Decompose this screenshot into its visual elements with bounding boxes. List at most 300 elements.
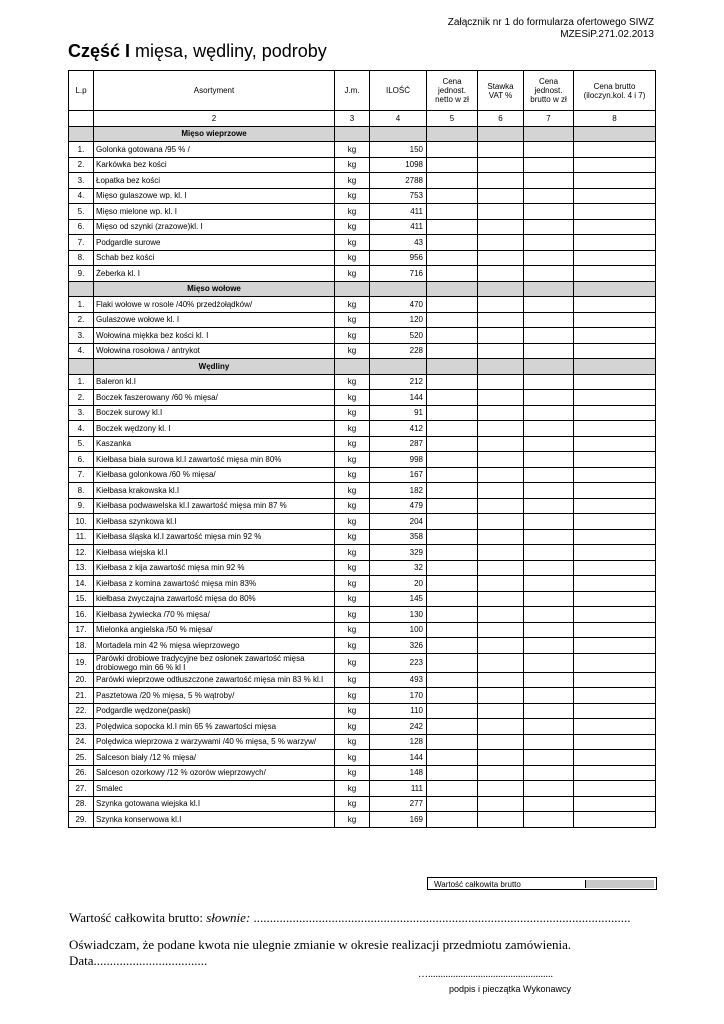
- row-vat-rate: [478, 653, 524, 672]
- row-lp: 8.: [69, 250, 94, 266]
- table-row: [69, 812, 656, 828]
- row-quantity: 2788: [370, 173, 427, 189]
- table-row: [69, 297, 656, 313]
- table-row: [69, 529, 656, 545]
- col-header-brutto: Cena jednost. brutto w zł: [524, 71, 574, 111]
- row-quantity: 998: [370, 452, 427, 468]
- row-vat-rate: [478, 750, 524, 766]
- row-lp: 8.: [69, 483, 94, 499]
- row-quantity: 223: [370, 653, 427, 672]
- row-unit: kg: [335, 653, 370, 672]
- row-asortyment: Podgardle surowe: [94, 235, 335, 251]
- row-netto-price: [427, 545, 478, 561]
- row-lp: 6.: [69, 219, 94, 235]
- section-empty-cell: [335, 281, 370, 297]
- table-row: [69, 576, 656, 592]
- signature-label: podpis i pieczątka Wykonawcy: [449, 984, 571, 994]
- section-empty-cell: [370, 359, 427, 375]
- row-brutto-price: [524, 312, 574, 328]
- row-unit: kg: [335, 343, 370, 359]
- row-quantity: 753: [370, 188, 427, 204]
- section-title: Mięso wołowe: [94, 281, 335, 297]
- row-quantity: 170: [370, 688, 427, 704]
- row-brutto-price: [524, 529, 574, 545]
- row-total-price: [574, 591, 656, 607]
- row-quantity: 32: [370, 560, 427, 576]
- row-brutto-price: [524, 173, 574, 189]
- row-brutto-price: [524, 703, 574, 719]
- row-unit: kg: [335, 467, 370, 483]
- col-header-vat: Stawka VAT %: [478, 71, 524, 111]
- row-netto-price: [427, 653, 478, 672]
- row-asortyment: Kiełbasa podwawelska kl.I zawartość mięsa min 87 %: [94, 498, 335, 514]
- table-row: [69, 467, 656, 483]
- row-quantity: 412: [370, 421, 427, 437]
- row-quantity: 358: [370, 529, 427, 545]
- row-vat-rate: [478, 312, 524, 328]
- row-vat-rate: [478, 514, 524, 530]
- row-asortyment: Kiełbasa żywiecka /70 % mięsa/: [94, 607, 335, 623]
- row-quantity: 182: [370, 483, 427, 499]
- row-unit: kg: [335, 703, 370, 719]
- table-row: [69, 266, 656, 282]
- section-title: Wędliny: [94, 359, 335, 375]
- row-asortyment: Mięso od szynki (zrazowe)kl. I: [94, 219, 335, 235]
- row-unit: kg: [335, 688, 370, 704]
- row-asortyment: kiełbasa zwyczajna zawartość mięsa do 80%: [94, 591, 335, 607]
- row-netto-price: [427, 235, 478, 251]
- row-lp: 4.: [69, 421, 94, 437]
- row-lp: 4.: [69, 343, 94, 359]
- table-row: [69, 703, 656, 719]
- row-vat-rate: [478, 436, 524, 452]
- row-total-price: [574, 266, 656, 282]
- row-vat-rate: [478, 250, 524, 266]
- row-vat-rate: [478, 672, 524, 688]
- row-vat-rate: [478, 297, 524, 313]
- row-total-price: [574, 750, 656, 766]
- page-title-subject: mięsa, wędliny, podroby: [130, 41, 327, 61]
- row-quantity: 1098: [370, 157, 427, 173]
- total-value-line: [69, 910, 631, 926]
- row-vat-rate: [478, 591, 524, 607]
- row-lp: 21.: [69, 688, 94, 704]
- row-vat-rate: [478, 734, 524, 750]
- row-brutto-price: [524, 653, 574, 672]
- row-quantity: 479: [370, 498, 427, 514]
- section-empty-cell: [370, 281, 427, 297]
- row-total-price: [574, 188, 656, 204]
- row-lp: 15.: [69, 591, 94, 607]
- row-brutto-price: [524, 514, 574, 530]
- row-total-price: [574, 812, 656, 828]
- row-asortyment: Parówki wieprzowe odtłuszczone zawartość mięsa min 83 % kl.I: [94, 672, 335, 688]
- row-total-price: [574, 157, 656, 173]
- table-row: [69, 343, 656, 359]
- row-asortyment: Szynka gotowana wiejska kl.I: [94, 796, 335, 812]
- row-lp: 22.: [69, 703, 94, 719]
- row-total-price: [574, 560, 656, 576]
- row-brutto-price: [524, 343, 574, 359]
- section-empty-cell: [478, 359, 524, 375]
- table-row: [69, 765, 656, 781]
- row-lp: 19.: [69, 653, 94, 672]
- row-lp: 18.: [69, 638, 94, 654]
- row-netto-price: [427, 560, 478, 576]
- row-lp: 16.: [69, 607, 94, 623]
- row-unit: kg: [335, 266, 370, 282]
- row-netto-price: [427, 576, 478, 592]
- section-empty-cell: [478, 126, 524, 142]
- row-unit: kg: [335, 514, 370, 530]
- table-row: [69, 452, 656, 468]
- section-empty-cell: [335, 126, 370, 142]
- row-vat-rate: [478, 765, 524, 781]
- row-total-price: [574, 390, 656, 406]
- row-total-price: [574, 436, 656, 452]
- offer-table: [68, 70, 656, 828]
- row-quantity: 228: [370, 343, 427, 359]
- row-asortyment: Karkówka bez kości: [94, 157, 335, 173]
- row-lp: 20.: [69, 672, 94, 688]
- row-brutto-price: [524, 638, 574, 654]
- table-row: [69, 157, 656, 173]
- row-quantity: 169: [370, 812, 427, 828]
- col-header-netto: Cena jednost. netto w zł: [427, 71, 478, 111]
- row-asortyment: Schab bez kości: [94, 250, 335, 266]
- row-total-price: [574, 421, 656, 437]
- row-quantity: 242: [370, 719, 427, 735]
- section-empty-cell: [69, 359, 94, 375]
- section-empty-cell: [524, 126, 574, 142]
- row-total-price: [574, 235, 656, 251]
- row-quantity: 150: [370, 142, 427, 158]
- row-lp: 27.: [69, 781, 94, 797]
- row-quantity: 128: [370, 734, 427, 750]
- row-lp: 4.: [69, 188, 94, 204]
- row-asortyment: Salceson biały /12 % mięsa/: [94, 750, 335, 766]
- col-header-lp: L.p: [69, 71, 94, 111]
- row-netto-price: [427, 390, 478, 406]
- row-asortyment: Boczek surowy kl.I: [94, 405, 335, 421]
- row-quantity: 329: [370, 545, 427, 561]
- row-brutto-price: [524, 734, 574, 750]
- column-header-row: [69, 71, 656, 111]
- row-vat-rate: [478, 266, 524, 282]
- row-quantity: 520: [370, 328, 427, 344]
- row-lp: 7.: [69, 467, 94, 483]
- total-summary-value-cell: [585, 880, 654, 888]
- row-total-price: [574, 653, 656, 672]
- row-asortyment: Flaki wołowe w rosole /40% przedżołądków/: [94, 297, 335, 313]
- row-vat-rate: [478, 235, 524, 251]
- row-netto-price: [427, 638, 478, 654]
- row-lp: 10.: [69, 514, 94, 530]
- row-lp: 25.: [69, 750, 94, 766]
- row-netto-price: [427, 188, 478, 204]
- row-lp: 3.: [69, 405, 94, 421]
- signature-line: …..................................................: [418, 969, 553, 980]
- section-header-row: [69, 359, 656, 375]
- row-vat-rate: [478, 390, 524, 406]
- row-netto-price: [427, 622, 478, 638]
- row-total-price: [574, 734, 656, 750]
- row-asortyment: Gulaszowe wołowe kl. I: [94, 312, 335, 328]
- row-brutto-price: [524, 560, 574, 576]
- reference-number: MZESiP.271.02.2013: [560, 29, 654, 40]
- row-asortyment: Polędwica wieprzowa z warzywami /40 % mięsa, 5 % warzyw/: [94, 734, 335, 750]
- col-number-cell: 7: [524, 111, 574, 127]
- row-netto-price: [427, 765, 478, 781]
- row-total-price: [574, 142, 656, 158]
- col-header-total: Cena brutto (iloczyn.kol. 4 i 7): [574, 71, 656, 111]
- row-netto-price: [427, 436, 478, 452]
- table-row: [69, 560, 656, 576]
- table-row: [69, 545, 656, 561]
- row-total-price: [574, 219, 656, 235]
- row-netto-price: [427, 796, 478, 812]
- total-value-label: Wartość całkowita brutto:: [69, 910, 203, 925]
- row-vat-rate: [478, 421, 524, 437]
- table-row: [69, 204, 656, 220]
- row-brutto-price: [524, 390, 574, 406]
- row-asortyment: Wołowina rosołowa / antrykot: [94, 343, 335, 359]
- row-brutto-price: [524, 796, 574, 812]
- table-row: [69, 622, 656, 638]
- table-row: [69, 312, 656, 328]
- row-netto-price: [427, 266, 478, 282]
- row-unit: kg: [335, 545, 370, 561]
- row-unit: kg: [335, 173, 370, 189]
- row-total-price: [574, 498, 656, 514]
- row-lp: 26.: [69, 765, 94, 781]
- row-quantity: 148: [370, 765, 427, 781]
- section-empty-cell: [69, 126, 94, 142]
- row-asortyment: Kiełbasa golonkowa /60 % mięsa/: [94, 467, 335, 483]
- row-quantity: 100: [370, 622, 427, 638]
- row-asortyment: Golonka gotowana /95 % /: [94, 142, 335, 158]
- col-number-cell: [69, 111, 94, 127]
- row-total-price: [574, 343, 656, 359]
- row-quantity: 120: [370, 312, 427, 328]
- row-vat-rate: [478, 405, 524, 421]
- row-unit: kg: [335, 576, 370, 592]
- row-total-price: [574, 514, 656, 530]
- attachment-title: Załącznik nr 1 do formularza ofertowego SIWZ: [447, 17, 654, 28]
- section-empty-cell: [478, 281, 524, 297]
- table-row: [69, 688, 656, 704]
- row-asortyment: Kiełbasa wiejska kl.I: [94, 545, 335, 561]
- row-unit: kg: [335, 591, 370, 607]
- row-netto-price: [427, 719, 478, 735]
- total-value-dots: ....................................................................................................................: [250, 910, 631, 925]
- table-row: [69, 142, 656, 158]
- row-brutto-price: [524, 157, 574, 173]
- row-brutto-price: [524, 436, 574, 452]
- row-unit: kg: [335, 498, 370, 514]
- row-quantity: 716: [370, 266, 427, 282]
- row-quantity: 212: [370, 374, 427, 390]
- row-lp: 1.: [69, 374, 94, 390]
- row-brutto-price: [524, 750, 574, 766]
- row-lp: 17.: [69, 622, 94, 638]
- section-empty-cell: [427, 281, 478, 297]
- row-netto-price: [427, 250, 478, 266]
- date-line: Data...................................: [69, 953, 208, 968]
- col-number-cell: 8: [574, 111, 656, 127]
- row-brutto-price: [524, 452, 574, 468]
- row-quantity: 204: [370, 514, 427, 530]
- row-unit: kg: [335, 452, 370, 468]
- section-empty-cell: [335, 359, 370, 375]
- section-empty-cell: [370, 126, 427, 142]
- row-unit: kg: [335, 297, 370, 313]
- row-lp: 2.: [69, 312, 94, 328]
- row-quantity: 111: [370, 781, 427, 797]
- table-row: [69, 173, 656, 189]
- page-title: [68, 41, 327, 62]
- row-total-price: [574, 545, 656, 561]
- row-unit: kg: [335, 638, 370, 654]
- total-words-label: słownie:: [206, 910, 251, 925]
- table-row: [69, 750, 656, 766]
- row-quantity: 956: [370, 250, 427, 266]
- row-vat-rate: [478, 812, 524, 828]
- column-number-row: [69, 111, 656, 127]
- row-vat-rate: [478, 688, 524, 704]
- row-total-price: [574, 781, 656, 797]
- row-netto-price: [427, 343, 478, 359]
- row-total-price: [574, 374, 656, 390]
- row-netto-price: [427, 483, 478, 499]
- row-asortyment: Parówki drobiowe tradycyjne bez osłonek zawartość mięsa drobiowego min 66 % kl I: [94, 653, 335, 672]
- table-row: [69, 638, 656, 654]
- row-asortyment: Boczek wędzony kl. I: [94, 421, 335, 437]
- row-brutto-price: [524, 622, 574, 638]
- row-netto-price: [427, 405, 478, 421]
- row-vat-rate: [478, 703, 524, 719]
- table-row: [69, 514, 656, 530]
- row-brutto-price: [524, 142, 574, 158]
- row-vat-rate: [478, 188, 524, 204]
- col-number-cell: 3: [335, 111, 370, 127]
- row-unit: kg: [335, 529, 370, 545]
- row-total-price: [574, 672, 656, 688]
- row-brutto-price: [524, 219, 574, 235]
- row-unit: kg: [335, 812, 370, 828]
- row-asortyment: Kaszanka: [94, 436, 335, 452]
- row-quantity: 145: [370, 591, 427, 607]
- row-asortyment: Kiełbasa z komina zawartość mięsa min 83%: [94, 576, 335, 592]
- row-lp: 11.: [69, 529, 94, 545]
- row-total-price: [574, 765, 656, 781]
- row-lp: 28.: [69, 796, 94, 812]
- row-vat-rate: [478, 638, 524, 654]
- row-lp: 13.: [69, 560, 94, 576]
- row-brutto-price: [524, 545, 574, 561]
- section-empty-cell: [69, 281, 94, 297]
- row-total-price: [574, 796, 656, 812]
- row-brutto-price: [524, 188, 574, 204]
- row-quantity: 493: [370, 672, 427, 688]
- col-header-jm: J.m.: [335, 71, 370, 111]
- table-row: [69, 421, 656, 437]
- row-vat-rate: [478, 796, 524, 812]
- row-asortyment: Mięso gulaszowe wp. kl. I: [94, 188, 335, 204]
- row-asortyment: Szynka konserwowa kl.I: [94, 812, 335, 828]
- section-title: Mięso wieprzowe: [94, 126, 335, 142]
- table-row: [69, 390, 656, 406]
- row-lp: 6.: [69, 452, 94, 468]
- table-row: [69, 328, 656, 344]
- row-brutto-price: [524, 591, 574, 607]
- row-unit: kg: [335, 219, 370, 235]
- table-row: [69, 781, 656, 797]
- row-netto-price: [427, 374, 478, 390]
- row-total-price: [574, 405, 656, 421]
- table-row: [69, 436, 656, 452]
- row-brutto-price: [524, 781, 574, 797]
- row-unit: kg: [335, 734, 370, 750]
- row-vat-rate: [478, 622, 524, 638]
- row-quantity: 91: [370, 405, 427, 421]
- row-asortyment: Mięso mielone wp. kl. I: [94, 204, 335, 220]
- row-asortyment: Żeberka kl. I: [94, 266, 335, 282]
- row-unit: kg: [335, 250, 370, 266]
- row-vat-rate: [478, 560, 524, 576]
- row-unit: kg: [335, 390, 370, 406]
- total-summary-label: Wartość całkowita brutto: [434, 880, 521, 889]
- row-vat-rate: [478, 219, 524, 235]
- row-lp: 9.: [69, 498, 94, 514]
- section-header-row: [69, 126, 656, 142]
- table-row: [69, 188, 656, 204]
- row-lp: 12.: [69, 545, 94, 561]
- table-row: [69, 483, 656, 499]
- row-asortyment: Mortadela min 42 % mięsa wieprzowego: [94, 638, 335, 654]
- row-asortyment: Smalec: [94, 781, 335, 797]
- row-asortyment: Kiełbasa biała surowa kl.I zawartość mięsa min 80%: [94, 452, 335, 468]
- table-row: [69, 672, 656, 688]
- row-brutto-price: [524, 812, 574, 828]
- row-lp: 29.: [69, 812, 94, 828]
- row-brutto-price: [524, 421, 574, 437]
- row-netto-price: [427, 204, 478, 220]
- row-netto-price: [427, 607, 478, 623]
- row-total-price: [574, 703, 656, 719]
- table-row: [69, 498, 656, 514]
- row-vat-rate: [478, 719, 524, 735]
- row-total-price: [574, 467, 656, 483]
- row-vat-rate: [478, 142, 524, 158]
- row-netto-price: [427, 173, 478, 189]
- row-asortyment: Kiełbasa szynkowa kl.I: [94, 514, 335, 530]
- row-vat-rate: [478, 374, 524, 390]
- row-total-price: [574, 529, 656, 545]
- table-row: [69, 374, 656, 390]
- declaration-text: Oświadczam, że podane kwota nie ulegnie zmianie w okresie realizacji przedmiotu zamówienia.: [69, 937, 572, 952]
- row-total-price: [574, 297, 656, 313]
- row-quantity: 470: [370, 297, 427, 313]
- row-unit: kg: [335, 719, 370, 735]
- row-asortyment: Wołowina miękka bez kości kl. I: [94, 328, 335, 344]
- row-vat-rate: [478, 452, 524, 468]
- row-brutto-price: [524, 328, 574, 344]
- row-lp: 2.: [69, 157, 94, 173]
- row-vat-rate: [478, 498, 524, 514]
- row-quantity: 130: [370, 607, 427, 623]
- row-unit: kg: [335, 312, 370, 328]
